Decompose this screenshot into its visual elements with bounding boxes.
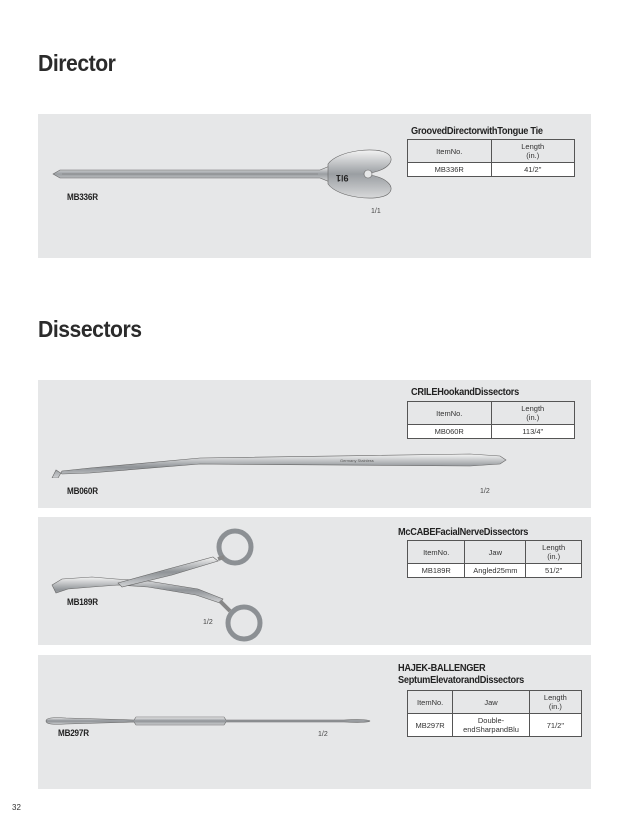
item-no-cell: MB297R bbox=[408, 714, 453, 737]
col-item-no: ItemNo. bbox=[408, 541, 465, 564]
col-length: Length (in.) bbox=[526, 541, 582, 564]
mccabe-dissector-image bbox=[48, 527, 268, 642]
product-panel-mb060r bbox=[38, 380, 591, 508]
spec-table bbox=[407, 401, 575, 439]
product-code-label: MB060R bbox=[67, 486, 98, 496]
septum-elevator-image bbox=[44, 711, 374, 731]
scale-label: 1/1 bbox=[371, 208, 381, 215]
product-title: CRILEHookandDissectors bbox=[411, 387, 519, 398]
item-no-cell: MB336R bbox=[408, 163, 492, 177]
product-title: GroovedDirectorwithTongue Tie bbox=[411, 126, 543, 137]
item-no-cell: MB060R bbox=[408, 425, 492, 439]
director-heading: Director bbox=[38, 50, 116, 76]
length-cell: 41/2" bbox=[491, 163, 575, 177]
length-cell: 113/4" bbox=[491, 425, 575, 439]
crile-hook-dissector-image bbox=[50, 448, 510, 478]
item-no-cell: MB189R bbox=[408, 564, 465, 578]
page-number: 32 bbox=[12, 803, 21, 812]
length-cell: 51/2" bbox=[526, 564, 582, 578]
product-panel-mb297r bbox=[38, 655, 591, 789]
col-jaw: Jaw bbox=[465, 541, 526, 564]
product-code-label: MB189R bbox=[67, 597, 98, 607]
spec-table bbox=[407, 540, 582, 578]
col-item-no: ItemNo. bbox=[408, 691, 453, 714]
product-code-label: MB297R bbox=[58, 728, 89, 738]
product-panel-mb189r bbox=[38, 517, 591, 645]
col-length: Length (in.) bbox=[491, 402, 575, 425]
scale-label: 1/2 bbox=[318, 731, 328, 738]
product-code-label: MB336R bbox=[67, 192, 98, 202]
spec-table bbox=[407, 139, 575, 177]
jaw-cell: Angled25mm bbox=[465, 564, 526, 578]
product-panel-mb336r bbox=[38, 114, 591, 258]
dissectors-heading: Dissectors bbox=[38, 316, 142, 342]
jaw-cell: Double- endSharpandBlu bbox=[453, 714, 530, 737]
col-item-no: ItemNo. bbox=[408, 140, 492, 163]
col-jaw: Jaw bbox=[453, 691, 530, 714]
product-title: McCABEFacialNerveDissectors bbox=[398, 527, 529, 538]
grooved-director-image bbox=[48, 142, 408, 202]
col-item-no: ItemNo. bbox=[408, 402, 492, 425]
scale-label: 1/2 bbox=[203, 619, 213, 626]
col-length: Length (in.) bbox=[491, 140, 575, 163]
scale-label: 1/2 bbox=[480, 488, 490, 495]
spec-table bbox=[407, 690, 582, 737]
engraving-mark: 9ǀ1 bbox=[336, 173, 349, 183]
col-length: Length (in.) bbox=[529, 691, 581, 714]
product-title: HAJEK-BALLENGER SeptumElevatorandDissectors bbox=[398, 663, 524, 686]
engraving: Germany Stainless bbox=[340, 458, 374, 463]
length-cell: 71/2" bbox=[529, 714, 581, 737]
